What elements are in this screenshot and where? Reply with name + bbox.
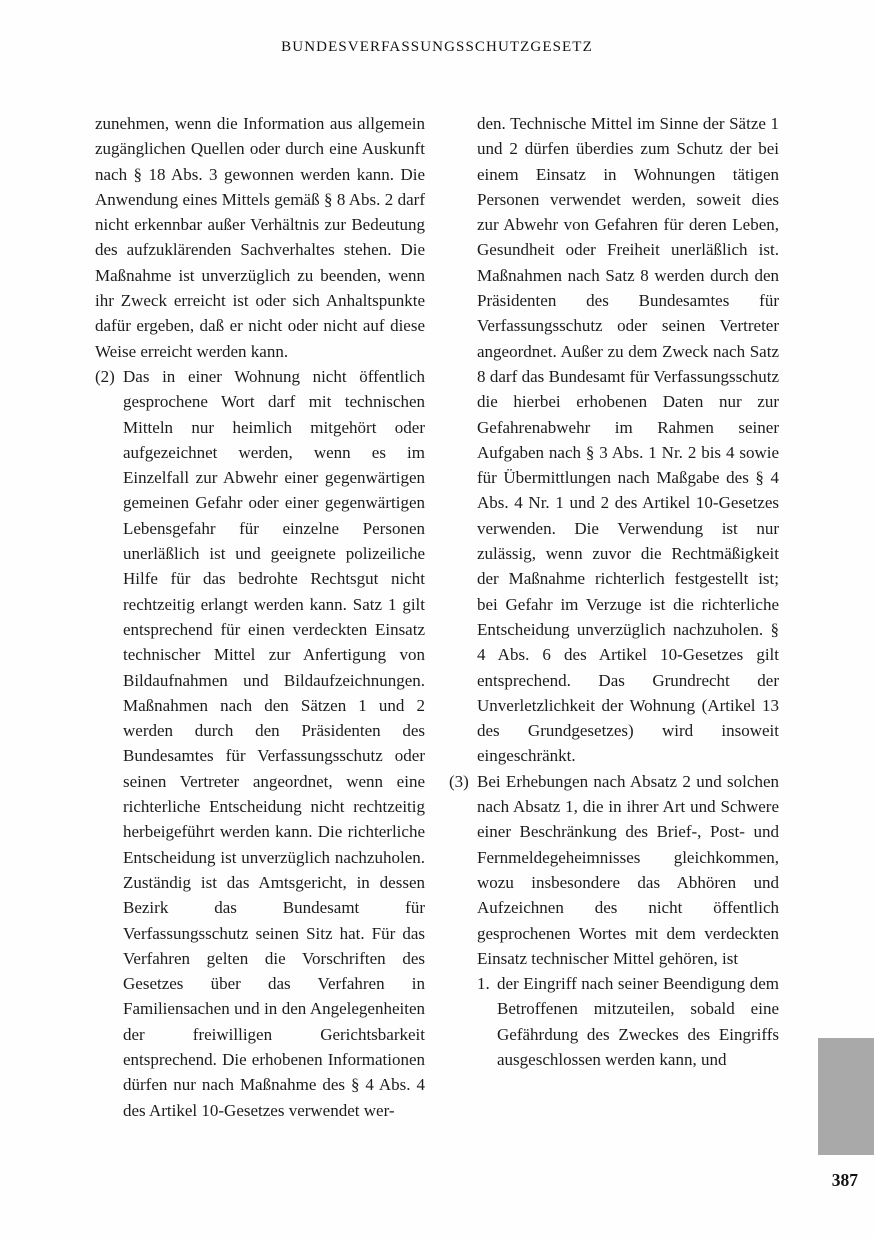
paragraph-text: Das in einer Wohnung nicht öffentlich gesprochene Wort darf mit technischen Mitteln nur heimlich mitgehört oder aufgezeichnet werden, wenn es im Einzelfall zur Abwehr einer gegenwärtigen gemeinen Gefahr oder einer gegenwärtigen Lebensgefahr für einzelne Personen unerläßlich ist und geeignete polizeiliche Hilfe für das bedrohte Rechtsgut nicht rechtzeitig erlangt werden kann. Satz 1 gilt entsprechend für einen verdeckten Einsatz technischer Mittel zur Anfertigung von Bildaufnahmen und Bildaufzeichnungen. Maßnahmen nach den Sätzen 1 und 2 werden durch den Präsidenten des Bundesamtes für Verfassungsschutz oder seinen Vertreter angeordnet, wenn eine richterliche Entscheidung nicht rechtzeitig herbeigeführt werden kann. Die richterliche Entscheidung ist unverzüglich nachzuholen. Zuständig ist das Amtsgericht, in dessen Bezirk das Bundesamt für Verfassungsschutz seinen Sitz hat. Für das Verfahren gelten die Vorschriften des Gesetzes über das Verfahren in Familiensachen und in den Angelegenheiten der freiwilligen Gerichtsbarkeit entsprechend. Die erhobenen Informationen dürfen nur nach Maßnahme des § 4 Abs. 4 des Artikel 10-Gesetzes verwendet wer- [123, 366, 425, 1120]
page-number: 387 [831, 1170, 858, 1190]
paragraph-marker: (3) [449, 771, 469, 791]
running-head-title: BUNDESVERFASSUNGSSCHUTZGESETZ [281, 39, 593, 55]
left-column [95, 111, 425, 1123]
paragraph-continuation: zunehmen, wenn die Information aus allgemein zugänglichen Quellen oder durch eine Auskunft nach § 18 Abs. 3 gewonnen werden kann. Die Anwendung eines Mittels gemäß § 8 Abs. 2 darf nicht erkennbar außer Verhältnis zur Bedeutung des aufzuklärenden Sachverhaltes stehen. Die Maßnahme ist unverzüglich zu beenden, wenn ihr Zweck erreicht ist oder sich Anhaltspunkte dafür ergeben, daß er nicht oder nicht auf diese Weise erreicht werden kann. [95, 114, 425, 361]
paragraph-2 [95, 364, 425, 1123]
paragraph-3 [449, 769, 779, 971]
two-column-text-block [95, 111, 779, 1123]
paragraph-text: Bei Erhebungen nach Absatz 2 und solchen nach Absatz 1, die in ihrer Art und Schwere einer Beschränkung des Brief-, Post- und Fernmeldegeheimnisses gleichkommen, wozu insbesondere das Abhören und Aufzeichnen des nicht öffentlich gesprochenen Wortes mit dem verdeckten Einsatz technischer Mittel gehören, ist [477, 771, 779, 968]
paragraph-marker: (2) [95, 366, 115, 386]
right-column [449, 111, 779, 1123]
list-item-1 [477, 971, 779, 1072]
thumb-index-tab [818, 1038, 874, 1155]
list-item-marker: 1. [477, 974, 490, 994]
list-item-text: der Eingriff nach seiner Beendigung dem Betroffenen mitzuteilen, sobald eine Gefährdung des Zweckes des Eingriffs ausgeschlossen werden kann, und [497, 974, 779, 1069]
paragraph-2-continuation: den. Technische Mittel im Sinne der Sätze 1 und 2 dürfen überdies zum Schutz der bei einem Einsatz in Wohnungen tätigen Personen verwendet werden, soweit dies zur Abwehr von Gefahren für deren Leben, Gesundheit oder Freiheit unerläßlich ist. Maßnahmen nach Satz 8 werden durch den Präsidenten des Bundesamtes für Verfassungsschutz oder seinen Vertreter angeordnet. Außer zu dem Zweck nach Satz 8 darf das Bundesamt für Verfassungsschutz die hierbei erhobenen Daten nur zur Gefahrenabwehr im Rahmen seiner Aufgaben nach § 3 Abs. 1 Nr. 2 bis 4 sowie für Übermittlungen nach Maßgabe des § 4 Abs. 4 Nr. 1 und 2 des Artikel 10-Gesetzes verwenden. Die Verwendung ist nur zulässig, wenn zuvor die Rechtmäßigkeit der Maßnahme richterlich festgestellt ist; bei Gefahr im Verzuge ist die richterliche Entscheidung unverzüglich nachzuholen. § 4 Abs. 6 des Artikel 10-Gesetzes gilt entsprechend. Das Grundrecht der Unverletzlichkeit der Wohnung (Artikel 13 des Grundgesetzes) wird insoweit eingeschränkt. [477, 114, 779, 766]
